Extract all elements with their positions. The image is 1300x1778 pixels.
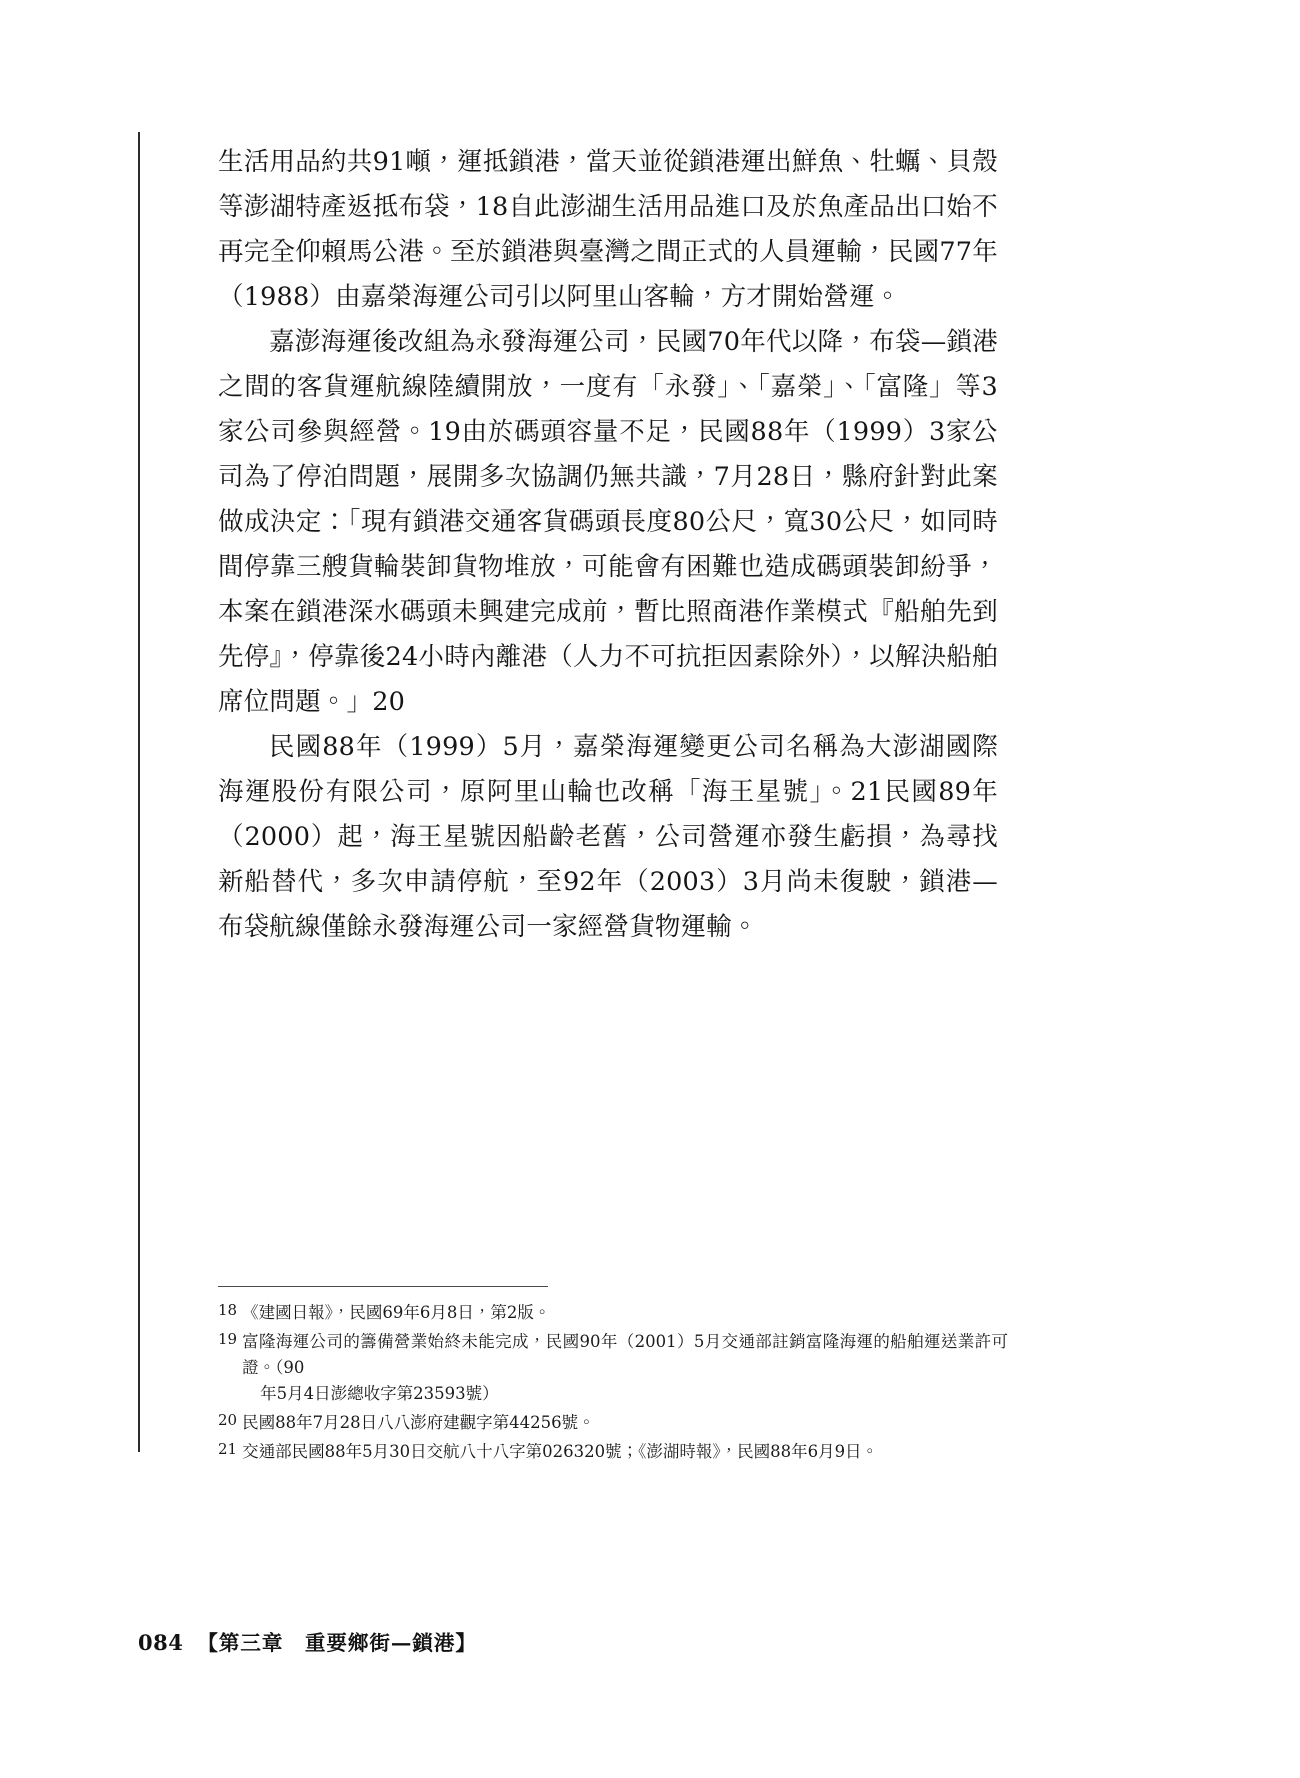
footnote-text-continuation: 年5月4日澎總收字第23593號） bbox=[260, 1384, 499, 1403]
footnote-list bbox=[218, 1300, 1008, 1468]
footnote-text: 《建國日報》，民國69年6月8日，第2版。 bbox=[242, 1303, 551, 1322]
footnote-separator-rule bbox=[218, 1286, 548, 1287]
footnote-item bbox=[218, 1439, 1008, 1465]
chapter-title: 【第三章 重要鄉街—鎖港】 bbox=[197, 1631, 477, 1655]
footnote-text: 民國88年7月28日八八澎府建觀字第44256號。 bbox=[242, 1413, 595, 1432]
footnote-text-main: 富隆海運公司的籌備營業始終未能完成，民國90年（2001）5月交通部註銷富隆海運的船舶運送業許可證。（90 bbox=[242, 1332, 1008, 1377]
footnote-number: 19 bbox=[218, 1330, 238, 1348]
footnote-item bbox=[218, 1329, 1008, 1407]
footnote-text bbox=[242, 1329, 1008, 1407]
footnote-number: 20 bbox=[218, 1411, 238, 1429]
footnote-item bbox=[218, 1410, 1008, 1436]
page-footer bbox=[138, 1626, 477, 1656]
paragraph-1: 生活用品約共91噸，運抵鎖港，當天並從鎖港運出鮮魚、牡蠣、貝殼等澎湖特產返抵布袋，18自此澎湖生活用品進口及於魚產品出口始不再完全仰賴馬公港。至於鎖港與臺灣之間正式的人員運輸，民國77年（1988）由嘉榮海運公司引以阿里山客輪，方才開始營運。 bbox=[218, 147, 998, 312]
paragraph-2: 嘉澎海運後改組為永發海運公司，民國70年代以降，布袋—鎖港之間的客貨運航線陸續開放，一度有「永發」、「嘉榮」、「富隆」等3家公司參與經營。19由於碼頭容量不足，民國88年（1999）3家公司為了停泊問題，展開多次協調仍無共識，7月28日，縣府針對此案做成決定：「現有鎖港交通客貨碼頭長度80公尺，寬30公尺，如同時間停靠三艘貨輪裝卸貨物堆放，可能會有困難也造成碼頭裝卸紛爭，本案在鎖港深水碼頭未興建完成前，暫比照商港作業模式『船舶先到先停』，停靠後24小時內離港（人力不可抗拒因素除外），以解決船舶席位問題。」20 bbox=[218, 327, 998, 717]
footnote-number: 18 bbox=[218, 1301, 238, 1319]
left-margin-rule bbox=[138, 132, 140, 1452]
footnote-number: 21 bbox=[218, 1440, 238, 1458]
footnote-text: 交通部民國88年5月30日交航八十八字第026320號；《澎湖時報》，民國88年6月9日。 bbox=[242, 1442, 879, 1461]
body-text-column bbox=[218, 140, 998, 950]
paragraph-3: 民國88年（1999）5月，嘉榮海運變更公司名稱為大澎湖國際海運股份有限公司，原阿里山輪也改稱「海王星號」。21民國89年（2000）起，海王星號因船齡老舊，公司營運亦發生虧損，為尋找新船替代，多次申請停航，至92年（2003）3月尚未復駛，鎖港—布袋航線僅餘永發海運公司一家經營貨物運輸。 bbox=[218, 732, 998, 942]
page-number: 084 bbox=[138, 1630, 184, 1655]
footnote-item bbox=[218, 1300, 1008, 1326]
